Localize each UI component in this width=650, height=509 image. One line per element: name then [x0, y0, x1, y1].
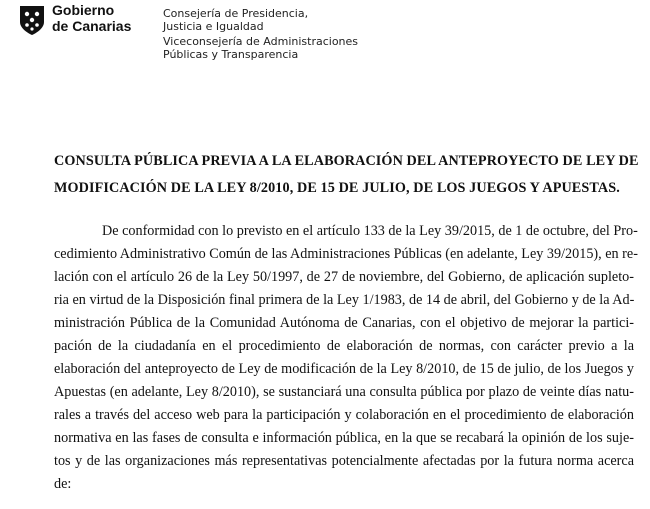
body-line: lación con el artículo 26 de la Ley 50/1997, de 27 de noviembre, del Gobierno, de aplicación supleto- [54, 269, 634, 285]
body-line: Apuestas (en adelante, Ley 8/2010), se sustanciará una consulta pública por plazo de veinte días natu- [54, 384, 634, 400]
title-line-1: CONSULTA PÚBLICA PREVIA A LA ELABORACIÓN DEL ANTEPROYECTO DE LEY DE [54, 153, 639, 169]
body-line: tos y de las organizaciones más representativas potencialmente afectadas por la futura norma acerca [54, 453, 634, 469]
body-line: ria en virtud de la Disposición final primera de la Ley 1/1983, de 14 de abril, del Gobierno y de la Ad- [54, 292, 635, 308]
body-line: cedimiento Administrativo Común de las Administraciones Públicas (en adelante, Ley 39/2015), en re- [54, 246, 638, 262]
department-line-1: Consejería de Presidencia, [163, 7, 309, 20]
document-title [54, 148, 639, 202]
logo-line-1: Gobierno [52, 2, 115, 18]
body-line: rales a través del acceso web para la participación y colaboración en el procedimiento de elaboración [54, 407, 634, 423]
vice-department-line-1: Viceconsejería de Administraciones [163, 35, 359, 48]
body-line: elaboración del anteproyecto de Ley de modificación de la Ley 8/2010, de 15 de julio, de los Juegos y [54, 361, 634, 377]
vice-department-name [163, 35, 358, 61]
body-line: de: [54, 476, 72, 492]
logo-line-2: de Canarias [52, 18, 132, 34]
body-line: ministración Pública de la Comunidad Autónoma de Canarias, con el objetivo de mejorar la partici- [54, 315, 634, 331]
coat-of-arms-icon [18, 4, 46, 36]
institution-logo-text [52, 2, 131, 34]
department-name [163, 7, 308, 33]
department-line-2: Justicia e Igualdad [163, 20, 264, 33]
body-line: pación de la ciudadanía en el procedimiento de elaboración de normas, con carácter previo a la [54, 338, 634, 354]
title-line-2: MODIFICACIÓN DE LA LEY 8/2010, DE 15 DE JULIO, DE LOS JUEGOS Y APUESTAS. [54, 180, 620, 196]
vice-department-line-2: Públicas y Transparencia [163, 48, 299, 61]
body-line: De conformidad con lo previsto en el artículo 133 de la Ley 39/2015, de 1 de octubre, del Pro- [102, 223, 638, 239]
body-paragraph [54, 220, 638, 496]
body-line: normativa en las fases de consulta e información pública, en la que se recabará la opinión de los suje- [54, 430, 634, 446]
document-header [0, 0, 650, 70]
